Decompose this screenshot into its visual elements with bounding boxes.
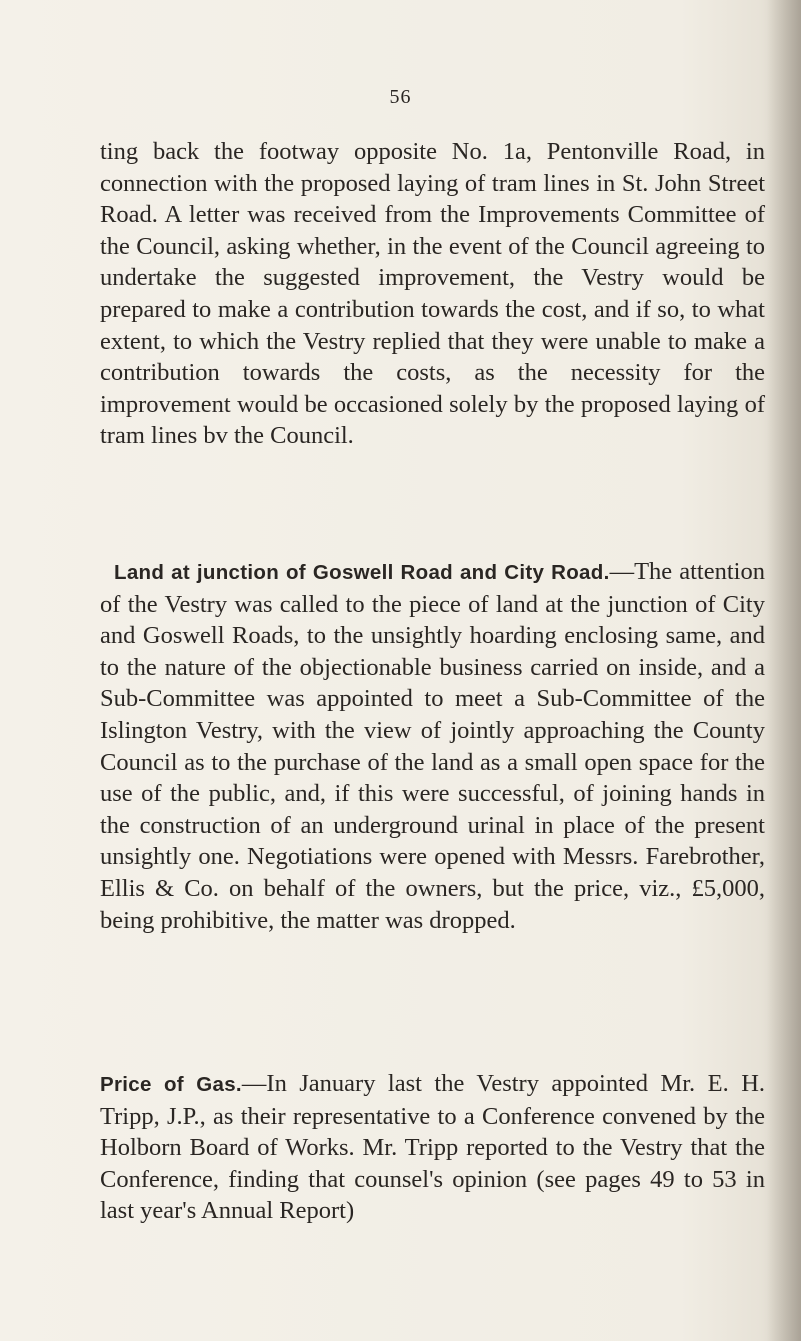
paragraph-body: ting back the footway opposite No. 1a, Pentonville Road, in connection with the proposed laying of tram lines in St. John Street Road. A letter was received from the Improvements Committee of the Council, asking whether, in the event of the Council agreeing to undertake the suggested improvement, the Vestry would be prepared to make a contribution towards the cost, and if so, to what extent, to which the Vestry replied that they were unable to make a contribution towards the costs, as the necessity for the improvement would be occasioned solely by the proposed laying of tram lines bv the Council. bbox=[100, 138, 765, 450]
paragraph-body: —In January last the Vestry appointed Mr. E. H. Tripp, J.P., as their representative to a Conference convened by the Holborn Board of Works. Mr. Tripp reported to the Vestry that the Conference, finding that counsel's opinion (see pages 49 to 53 in last year's Annual Report) bbox=[100, 1070, 766, 1225]
paragraph-land-at-junction bbox=[100, 556, 765, 936]
paragraph-body: —The attention of the Vestry was called to the piece of land at the junction of City and Goswell Roads, to the unsightly hoarding enclosing same, and to the nature of the objectionable business carried on inside, and a Sub-Committee was appointed to meet a Sub-Committee of the Islington Vestry, with the view of jointly approaching the County Council as to the purchase of the land as a small open space for the use of the public, and, if this were successful, of joining hands in the construction of an underground urinal in place of the present unsightly one. Negotiations were opened with Messrs. Farebrother, Ellis & Co. on behalf of the owners, but the price, viz., £5,000, being prohibitive, the matter was dropped. bbox=[100, 558, 765, 934]
section-heading: Price of Gas. bbox=[100, 1073, 242, 1096]
paragraph-price-of-gas bbox=[100, 1068, 765, 1227]
page-edge-shadow bbox=[767, 0, 801, 1341]
paragraph-footway bbox=[100, 136, 765, 452]
section-heading: Land at junction of Goswell Road and City Road. bbox=[114, 561, 610, 584]
page-number: 56 bbox=[389, 86, 412, 108]
